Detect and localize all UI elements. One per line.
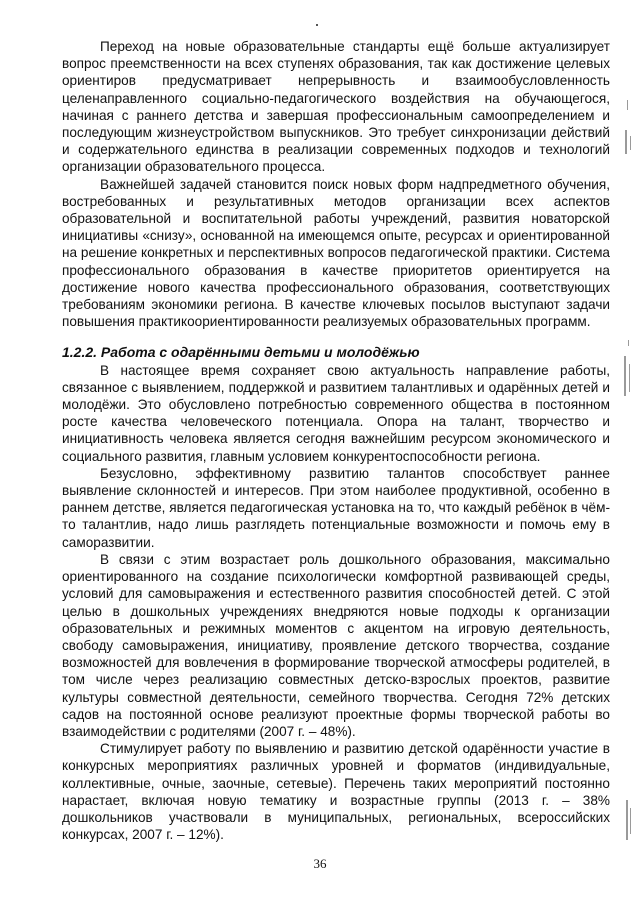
- scan-artifact-mark: [628, 340, 629, 346]
- scan-artifact-mark: [626, 800, 628, 840]
- scan-artifact-mark: [630, 808, 631, 834]
- paragraph-key-task: Важнейшей задачей становится поиск новых форм надпредметного обучения, востребованных и результативных методов организации всех аспектов образовательной и воспитательной работы учреждений, развития новаторской инициативы «снизу», основанной на имеющемся опыте, ресурсах и ориентированной на решение конкретных и перспективных вопросов педагогической практики. Система профессионального образования в качестве приоритетов ориентируется на достижение нового качества профессионального образования, соответствующих требованиям экономики региона. В качестве ключевых посылов выступают задачи повышения практикоориентированности реализуемых образовательных программ.: [62, 176, 610, 330]
- scan-artifact-mark: [630, 136, 631, 150]
- paragraph-transition-standards: Переход на новые образовательные стандарты ещё больше актуализирует вопрос преемственности на всех ступенях образования, так как достижение целевых ориентиров предусматривает непрерывность и взаимообусловленность целенаправленного социально-педагогического воздействия на обучающегося, начиная с раннего детства и завершая профессиональным самоопределением и последующим жизнеустройством выпускников. Это требует синхронизации действий и содержательного единства в реализации современных подходов и технологий организации образовательного процесса.: [62, 39, 610, 175]
- page-number: 36: [313, 856, 327, 871]
- document-page: [62, 38, 610, 843]
- scan-artifact-mark: [625, 130, 627, 154]
- scan-artifact-mark: [624, 356, 626, 396]
- scan-artifact-mark: [627, 100, 628, 110]
- scan-dot: [316, 24, 318, 26]
- paragraph-talent-development: Безусловно, эффективному развитию талантов способствует раннее выявление склонностей и интересов. При этом наиболее продуктивной, особенно в раннем детстве, является педагогическая установка на то, что каждый ребёнок в чём-то талантлив, надо лишь разглядеть потенциальные возможности и помочь ему в саморазвитии.: [62, 465, 610, 550]
- paragraph-gifted-direction: В настоящее время сохраняет свою актуальность направление работы, связанное с выявлением, поддержкой и развитием талантливых и одарённых детей и молодёжи. Это обусловлено потребностью современного общества в постоянном росте качества человеческого потенциала. Опора на талант, творчество и инициативность человека является сегодня важнейшим ресурсом экономического и социального развития, главным условием конкурентоспособности региона.: [62, 362, 610, 464]
- paragraph-competitions: Стимулирует работу по выявлению и развитию детской одарённости участие в конкурсных мероприятиях различных уровней и форматов (индивидуальные, коллективные, очные, заочные, сетевые). Перечень таких мероприятий постоянно нарастает, включая новую тематику и возрастные группы (2013 г. – 38% дошкольников участвовали в муниципальных, региональных, всероссийских конкурсах, 2007 г. – 12%).: [62, 741, 610, 843]
- scan-artifact-mark: [629, 364, 630, 392]
- section-heading: 1.2.2. Работа с одарёнными детьми и молодёжью: [62, 344, 420, 361]
- paragraph-preschool-role: В связи с этим возрастает роль дошкольного образования, максимально ориентированного на создание психологически комфортной развивающей среды, условий для самовыражения и естественного развития способностей детей. С этой целью в дошкольных учреждениях внедряются новые подходы к организации образовательных и режимных моментов с акцентом на игровую деятельность, свободу самовыражения, инициативу, проявление детского творчества, создание возможностей для вовлечения в формирование творческой атмосферы родителей, в том числе через реализацию совместных детско-взрослых проектов, развитие культуры совместной деятельности, семейного творчества. Сегодня 72% детских садов на постоянной основе реализуют проектные формы творческой работы во взаимодействии с родителями (2007 г. – 48%).: [62, 551, 610, 739]
